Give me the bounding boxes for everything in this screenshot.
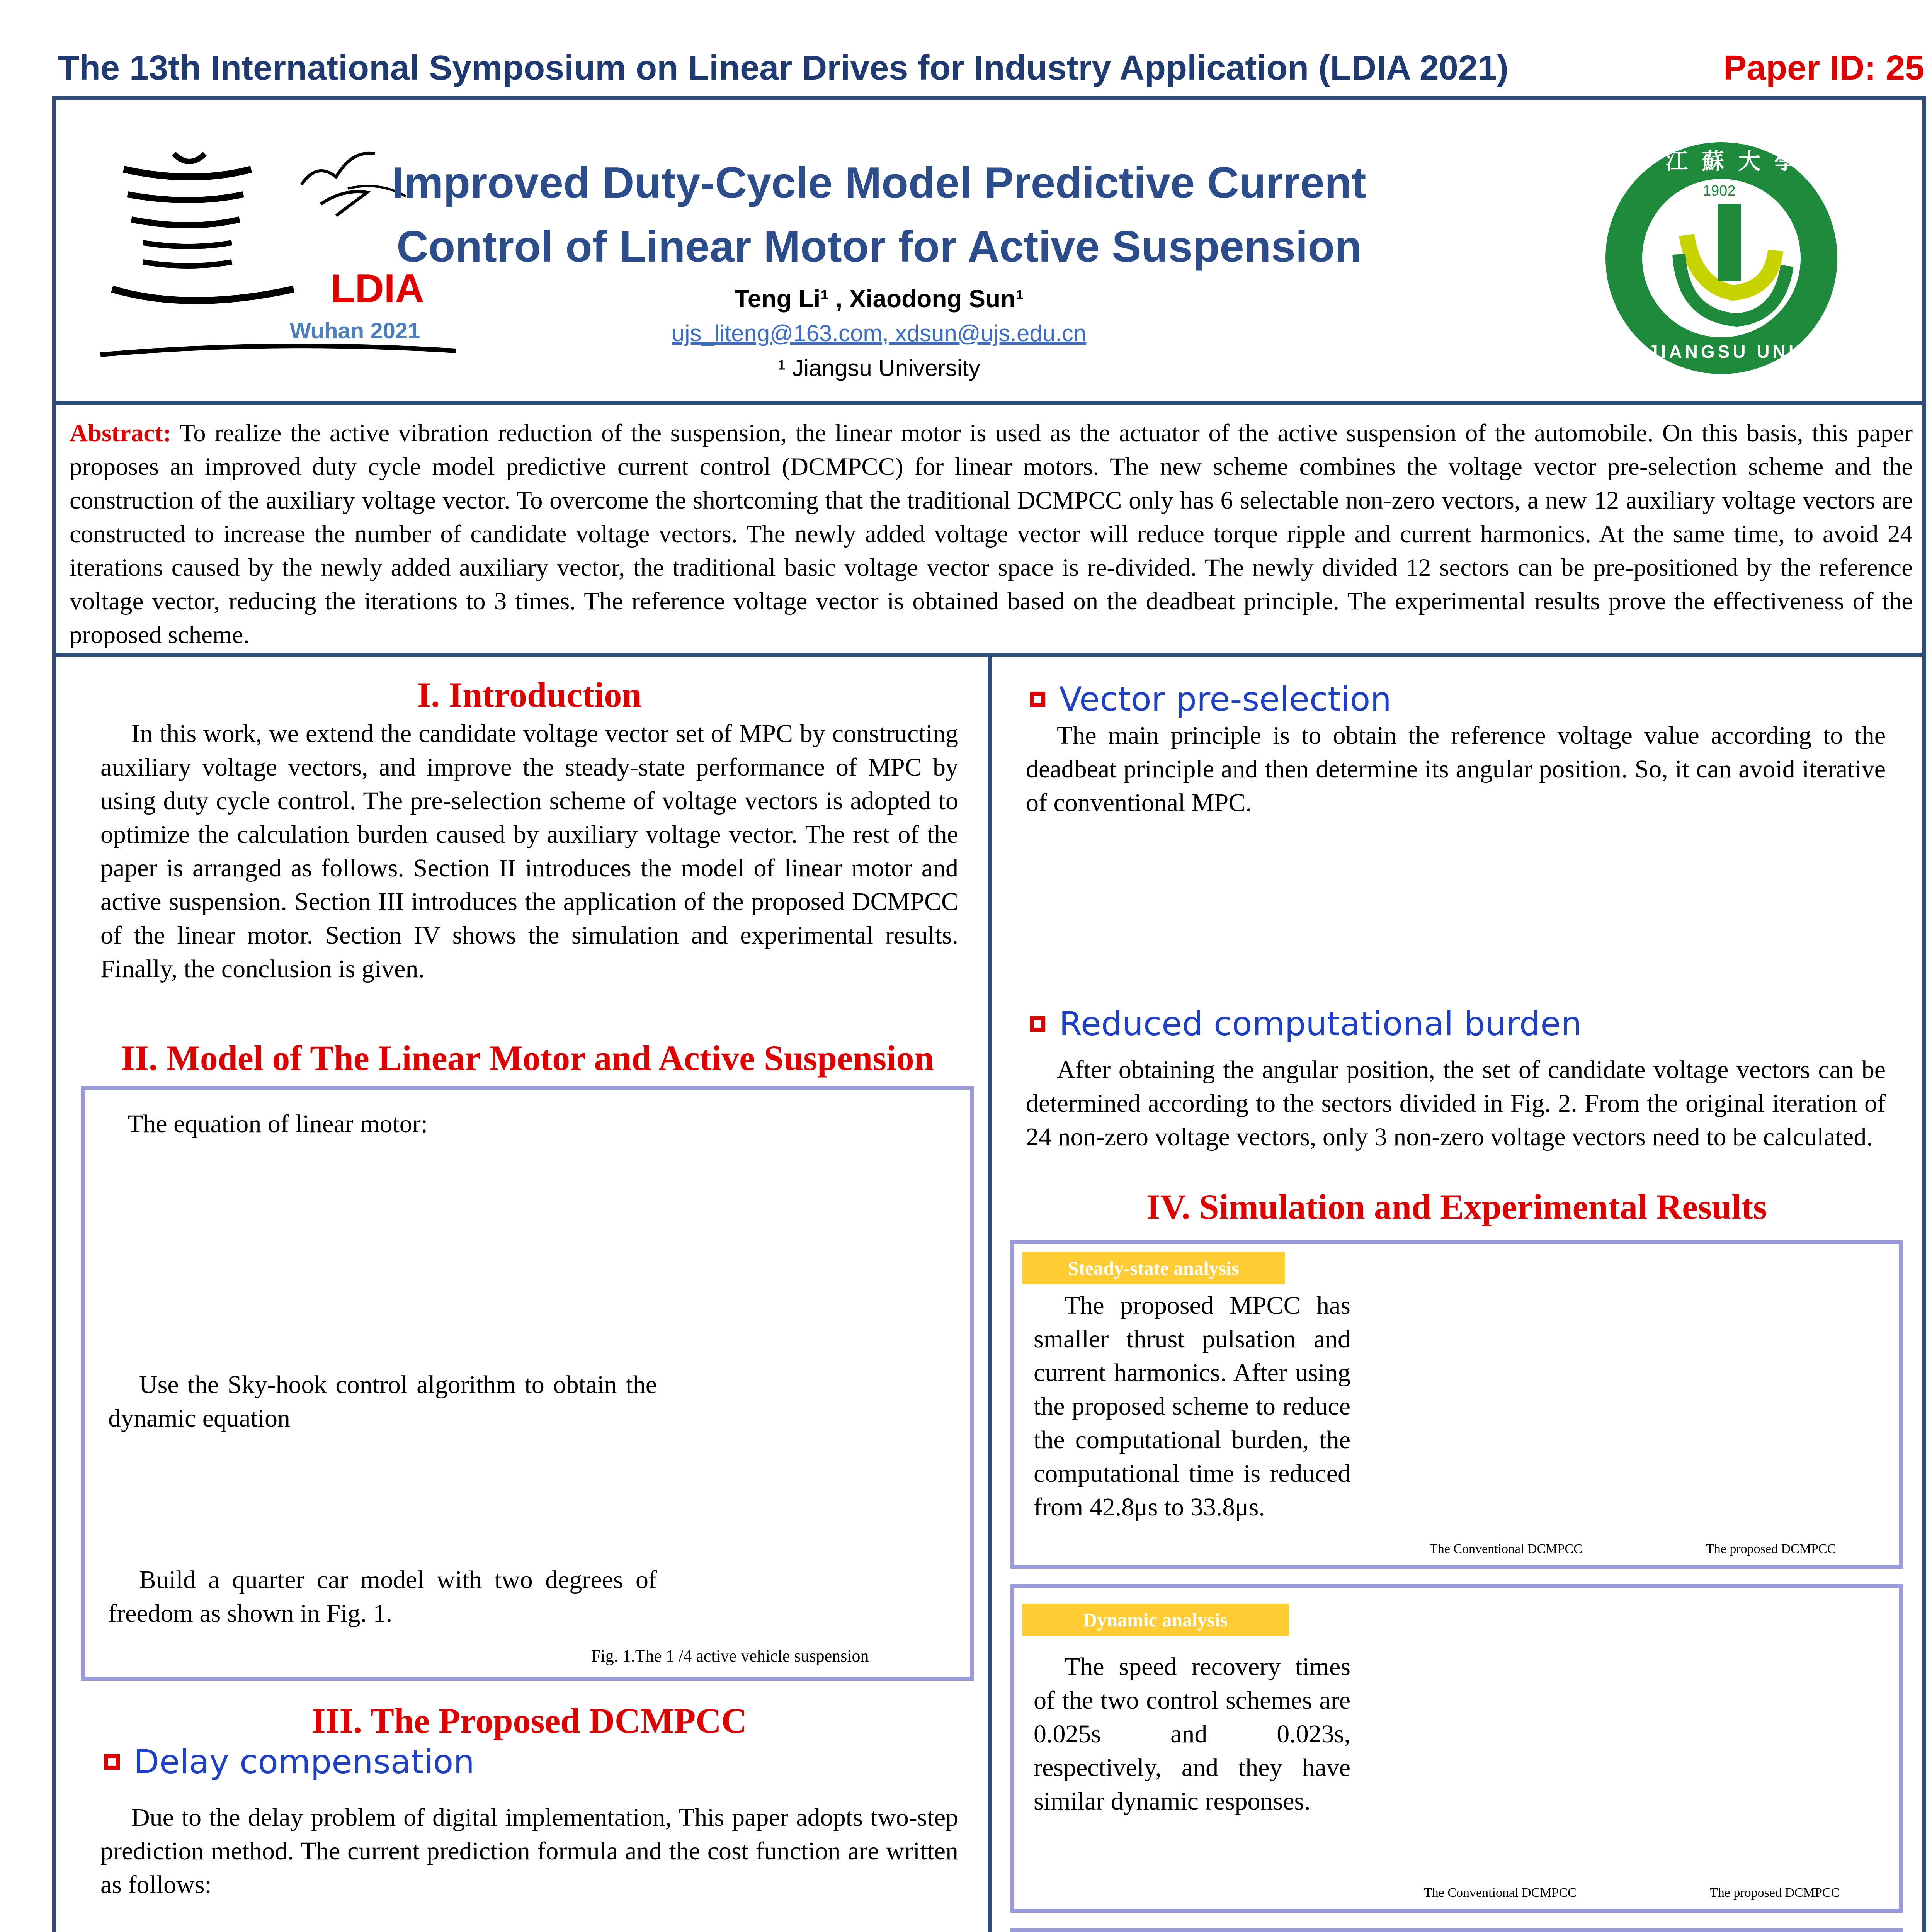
abstract-text: To realize the active vibration reduction of the suspension, the linear motor is used as the actuator of the active suspension of the automobile. On this basis, this paper proposes an improved duty cycle model predictive current control (DCMPCC) for linear motors. The new scheme combines the voltage vector pre-selection scheme and the construction of the auxiliary voltage vector. To overcome the shortcoming that the traditional DCMPCC only has 6 selectable non-zero vectors, a new 12 auxiliary voltage vectors are constructed to increase the number of candidate voltage vectors. The newly added voltage vector will reduce torque ripple and current harmonics. At the same time, to avoid 24 iterations caused by the newly added auxiliary vector, the traditional basic voltage vector space is re-divided. The newly divided 12 sectors can be pre-positioned by the reference voltage vector, reducing the iterations to 3 times. The reference voltage vector is obtained based on the deadbeat principle. The experimental results prove the effectiveness of the proposed scheme. xyxy=(70,419,1913,649)
paper-title-line1: Improved Duty-Cycle Model Predictive Current xyxy=(392,158,1366,207)
fig1-caption: Fig. 1.The 1 /4 active vehicle suspension xyxy=(591,1646,869,1665)
paper-id: Paper ID: 25 xyxy=(1723,49,1925,87)
reduced-burden-title: Reduced computational burden xyxy=(1059,1005,1582,1043)
introduction-text: In this work, we extend the candidate voltage vector set of MPC by constructing auxiliary voltage vectors, and improve the steady-state performance of MPC by using duty cycle control. The pre-selection scheme of voltage vectors is adopted to optimize the calculation burden caused by auxiliary voltage vector. The rest of the paper is arranged as follows. Section II introduces the model of linear motor and active suspension. Section III introduces the application of the proposed DCMPCC of the linear motor. Section IV shows the simulation and experimental results. Finally, the conclusion is given. xyxy=(100,719,958,983)
steady-caption-proposed: The proposed DCMPCC xyxy=(1706,1542,1836,1556)
reduced-burden-text: After obtaining the angular position, the set of candidate voltage vectors can be determined according to the sectors divided in Fig. 2. From the original iteration of 24 non-zero voltage vectors, only 3 non-zero voltage vectors need to be calculated. xyxy=(1026,1056,1886,1151)
ldia-logo-text: LDIA xyxy=(330,266,424,311)
dynamic-caption-proposed: The proposed DCMPCC xyxy=(1710,1886,1840,1900)
conference-title: The 13th International Symposium on Linear Drives for Industry Application (LDIA 2021) xyxy=(58,49,1509,87)
vector-preselection-title: Vector pre-selection xyxy=(1059,680,1391,719)
author-emails[interactable]: ujs_liteng@163.com, xdsun@ujs.edu.cn xyxy=(672,320,1087,346)
dynamic-tag: Dynamic analysis xyxy=(1022,1604,1289,1636)
ldia-logo-city: Wuhan 2021 xyxy=(290,318,420,344)
abstract-box xyxy=(52,401,1926,657)
suspension-box xyxy=(1010,1928,1903,1932)
section-model-heading: II. Model of The Linear Motor and Active Suspension xyxy=(121,1038,934,1078)
dynamic-text: The speed recovery times of the two control schemes are 0.025s and 0.023s, respectively, and they have similar dynamic responses. xyxy=(1034,1653,1350,1815)
dynamic-caption-conventional: The Conventional DCMPCC xyxy=(1424,1886,1577,1900)
university-founding-year: 1902 xyxy=(1703,183,1736,199)
square-bullet-icon xyxy=(1030,1016,1045,1032)
university-english-name: JIANGSU UNIVERSITY xyxy=(1648,342,1895,362)
steady-state-text: The proposed MPCC has smaller thrust pulsation and current harmonics. After using the proposed scheme to reduce the computational burden, the computational time is reduced from 42.8μs to 33.8μs. xyxy=(1034,1291,1350,1521)
abstract xyxy=(70,417,1913,652)
steady-state-box xyxy=(1010,1240,1903,1569)
model-p1: The equation of linear motor: xyxy=(128,1110,428,1138)
authors: Teng Li¹ , Xiaodong Sun¹ xyxy=(734,285,1024,313)
affiliation: ¹ Jiangsu University xyxy=(778,355,980,381)
university-chinese-name: 江蘇大學 xyxy=(1665,149,1811,174)
delay-compensation-heading xyxy=(104,1743,474,1781)
square-bullet-icon xyxy=(104,1754,120,1770)
model-box xyxy=(81,1086,974,1681)
model-p2: Use the Sky-hook control algorithm to obtain the dynamic equation xyxy=(108,1371,657,1432)
paper-title-line2: Control of Linear Motor for Active Suspension xyxy=(396,222,1362,271)
abstract-label: Abstract: xyxy=(70,419,172,447)
header-frame xyxy=(52,96,1926,405)
dynamic-box xyxy=(1010,1584,1903,1913)
steady-state-tag: Steady-state analysis xyxy=(1022,1252,1285,1284)
vector-preselection-heading xyxy=(1030,680,1391,719)
model-p3: Build a quarter car model with two degrees of freedom as shown in Fig. 1. xyxy=(108,1566,657,1628)
section-dcmpcc-heading: III. The Proposed DCMPCC xyxy=(311,1701,747,1740)
column-divider xyxy=(988,657,992,1932)
delay-compensation-text: Due to the delay problem of digital implementation, This paper adopts two-step prediction method. The current prediction formula and the cost function are written as follows: xyxy=(100,1803,958,1899)
section-introduction-heading: I. Introduction xyxy=(417,675,642,714)
delay-compensation-title: Delay compensation xyxy=(134,1743,474,1781)
section-results-heading: IV. Simulation and Experimental Results xyxy=(1146,1187,1767,1226)
vector-preselection-text: The main principle is to obtain the reference voltage value according to the deadbeat principle and then determine its angular position. So, it can avoid iterative of conventional MPC. xyxy=(1026,721,1886,817)
square-bullet-icon xyxy=(1030,692,1045,707)
steady-caption-conventional: The Conventional DCMPCC xyxy=(1430,1542,1582,1556)
reduced-burden-heading xyxy=(1030,1005,1582,1043)
